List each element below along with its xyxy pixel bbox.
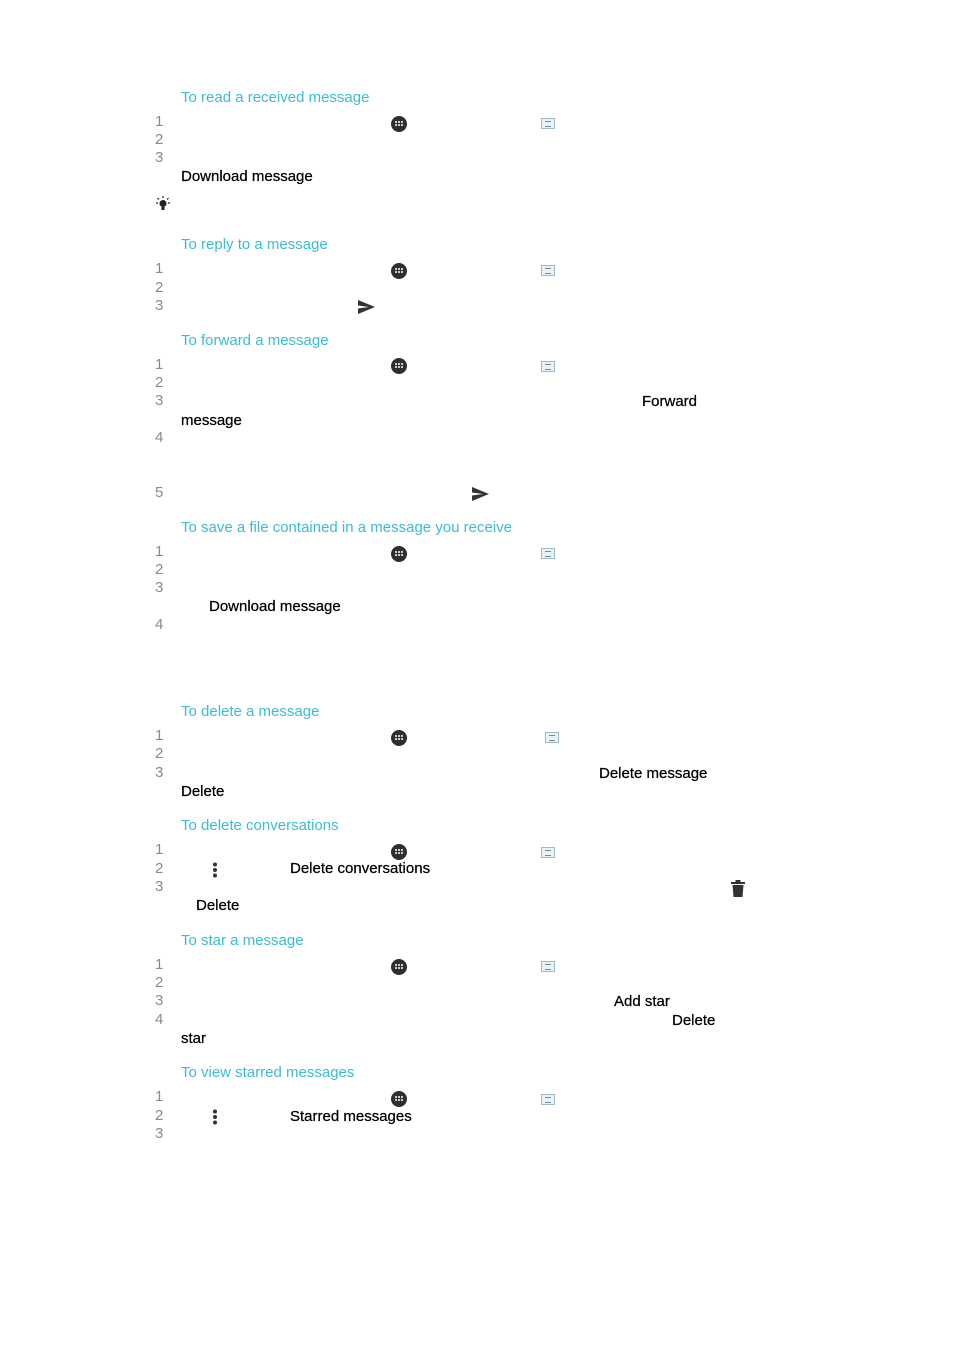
step-number: 3 — [155, 149, 164, 166]
step-number: 2 — [155, 374, 164, 391]
step-number: 1 — [155, 1088, 164, 1105]
section-heading-read: To read a received message — [181, 89, 370, 106]
messaging-app-icon — [541, 961, 555, 972]
step-number: 4 — [155, 616, 164, 633]
step-number: 3 — [155, 579, 164, 596]
step-number: 3 — [155, 992, 164, 1009]
step-number: 2 — [155, 745, 164, 762]
step-number: 3 — [155, 392, 164, 409]
step-number: 1 — [155, 956, 164, 973]
section-heading-save: To save a file contained in a message you receive — [181, 519, 513, 536]
step-number: 3 — [155, 297, 164, 314]
step-number: 2 — [155, 131, 164, 148]
step-number: 1 — [155, 113, 164, 130]
step-number: 5 — [155, 484, 164, 501]
step-number: 1 — [155, 727, 164, 744]
step-number: 1 — [155, 841, 164, 858]
messaging-app-icon — [541, 847, 555, 858]
messaging-app-icon — [541, 361, 555, 372]
send-icon — [471, 486, 490, 502]
ui-label-delete: Delete — [181, 783, 225, 800]
ui-label-delete-message: Delete message — [599, 765, 708, 782]
more-options-icon — [211, 1109, 219, 1125]
step-number: 3 — [155, 878, 164, 895]
apps-grid-icon — [391, 1091, 407, 1107]
section-heading-delete-message: To delete a message — [181, 703, 320, 720]
step-number: 1 — [155, 543, 164, 560]
step-number: 4 — [155, 1011, 164, 1028]
ui-label-download-message: Download message — [209, 598, 341, 615]
ui-label-download-message: Download message — [181, 168, 313, 185]
ui-label-forward-message: message — [181, 412, 242, 429]
apps-grid-icon — [391, 116, 407, 132]
apps-grid-icon — [391, 959, 407, 975]
messaging-app-icon — [541, 1094, 555, 1105]
more-options-icon — [211, 862, 219, 878]
step-number: 2 — [155, 279, 164, 296]
step-number: 4 — [155, 429, 164, 446]
messaging-app-icon — [541, 548, 555, 559]
ui-label-add-star: Add star — [614, 993, 670, 1010]
messaging-app-icon — [545, 732, 559, 743]
step-number: 1 — [155, 260, 164, 277]
step-number: 1 — [155, 356, 164, 373]
ui-label-delete: Delete — [672, 1012, 716, 1029]
messaging-app-icon — [541, 118, 555, 129]
ui-label-delete: Delete — [196, 897, 240, 914]
step-number: 2 — [155, 860, 164, 877]
tip-lightbulb-icon — [154, 195, 172, 213]
ui-label-delete-conversations: Delete conversations — [290, 860, 431, 877]
apps-grid-icon — [391, 263, 407, 279]
send-icon — [357, 299, 376, 315]
ui-label-delete-star: star — [181, 1030, 207, 1047]
section-heading-star: To star a message — [181, 932, 304, 949]
apps-grid-icon — [391, 358, 407, 374]
ui-label-forward: Forward — [642, 393, 698, 410]
trash-icon — [731, 880, 745, 897]
step-number: 3 — [155, 1125, 164, 1142]
section-heading-reply: To reply to a message — [181, 236, 328, 253]
section-heading-view-starred: To view starred messages — [181, 1064, 355, 1081]
messaging-app-icon — [541, 265, 555, 276]
step-number: 3 — [155, 764, 164, 781]
apps-grid-icon — [391, 730, 407, 746]
ui-label-starred-messages: Starred messages — [290, 1108, 412, 1125]
apps-grid-icon — [391, 844, 407, 860]
apps-grid-icon — [391, 546, 407, 562]
step-number: 2 — [155, 561, 164, 578]
step-number: 2 — [155, 1107, 164, 1124]
step-number: 2 — [155, 974, 164, 991]
section-heading-delete-conversations: To delete conversations — [181, 817, 339, 834]
section-heading-forward: To forward a message — [181, 332, 329, 349]
